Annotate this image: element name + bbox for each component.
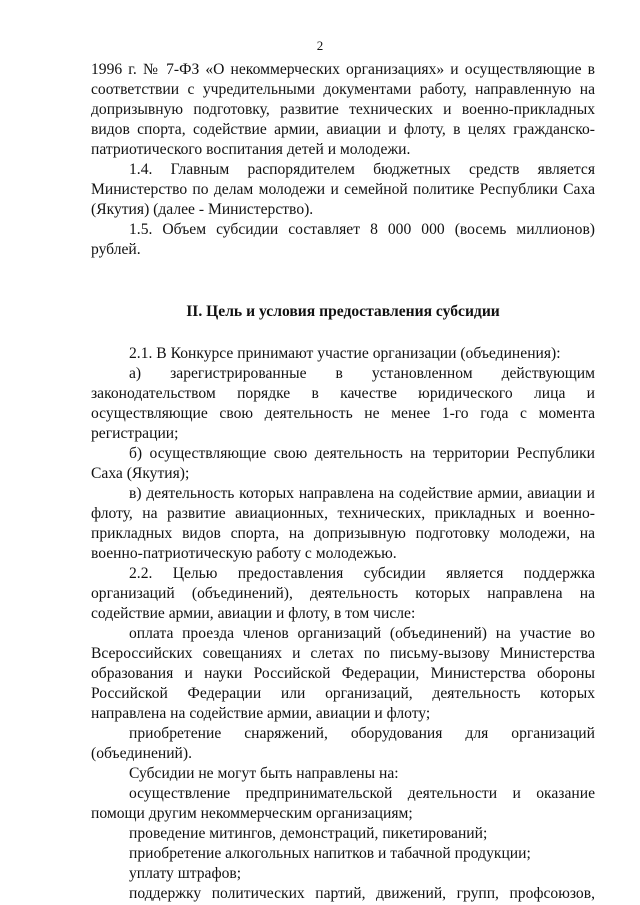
paragraph-1-4: 1.4. Главным распорядителем бюджетных средств является Министерство по делам молодежи и семейной политике Республики Саха (Якутия) (далее - Министерство). (91, 161, 595, 218)
restriction-business: осуществление предпринимательской деятельности и оказание помощи другим некоммерческим организациям; (91, 785, 595, 822)
paragraph-2-1: 2.1. В Конкурсе принимают участие организации (объединения): (129, 345, 561, 362)
document-body (91, 60, 595, 904)
purpose-equipment: приобретение снаряжений, оборудования для организаций (объединений). (91, 725, 595, 762)
paragraph-2-2: 2.2. Целью предоставления субсидии является поддержка организаций (объединений), деятельность которых направлена на содействие армии, авиации и флоту, в том числе: (91, 565, 595, 622)
condition-v: в) деятельность которых направлена на содействие армии, авиации и флоту, на развитие авиационных, технических, прикладных и военно-прикладных видов спорта, на допризывную подготовку молодежи, на военно-патриотическую работу с молодежью. (91, 485, 595, 562)
purpose-travel-payment: оплата проезда членов организаций (объединений) на участие во Всероссийских совещаниях и слетах по письму-вызову Министерства образования и науки Российской Федерации, Министерства обороны Российской Федерации или организаций, деятельность которых направлена на содействие армии, авиации и флоту; (91, 625, 595, 722)
restriction-fines: уплату штрафов; (129, 865, 242, 882)
condition-b: б) осуществляющие свою деятельность на территории Республики Саха (Якутия); (91, 445, 595, 482)
restrictions-intro: Субсидии не могут быть направлены на: (129, 765, 399, 782)
paragraph-law-reference: 1996 г. № 7-ФЗ «О некоммерческих организациях» и осуществляющие в соответствии с учредительными документами работу, направленную на допризывную подготовку, развитие технических и военно-прикладных видов спорта, содействие армии, авиации и флоту, в целях гражданско-патриотического воспитания детей и молодежи. (91, 61, 595, 158)
restriction-alcohol: приобретение алкогольных напитков и табачной продукции; (129, 845, 531, 862)
page-number: 2 (316, 38, 324, 53)
restriction-rallies: проведение митингов, демонстраций, пикетирований; (129, 825, 488, 842)
condition-a: а) зарегистрированные в установленном действующим законодательством порядке в качестве юридического лица и осуществляющие свою деятельность не менее 1-го года с момента регистрации; (91, 365, 595, 442)
restriction-political: поддержку политических партий, движений, групп, профсоюзов, (129, 885, 595, 902)
section-heading: II. Цель и условия предоставления субсидии (186, 303, 500, 320)
paragraph-1-5: 1.5. Объем субсидии составляет 8 000 000 (восемь миллионов) рублей. (91, 221, 595, 258)
